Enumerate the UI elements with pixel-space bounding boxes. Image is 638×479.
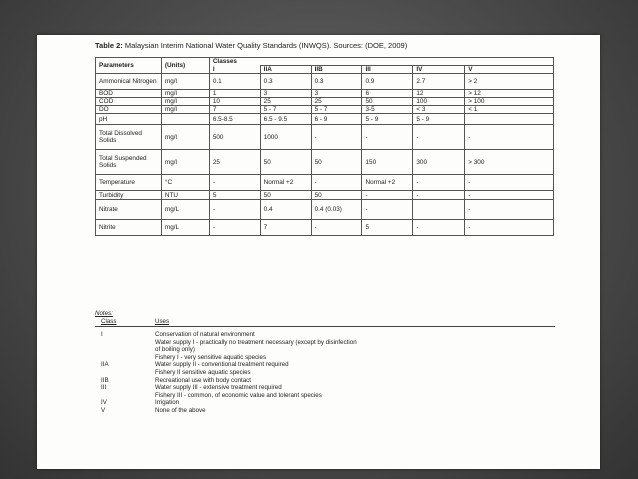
- class-value-cell: -: [413, 220, 465, 236]
- notes-row: [95, 407, 555, 415]
- class-value-cell: 150: [362, 150, 413, 175]
- notes-use: Fishery III - common, of economic value and tolerant species: [155, 391, 322, 399]
- class-value-cell: 25: [260, 98, 311, 106]
- table-row: [96, 125, 554, 150]
- class-value-cell: Normal +2: [260, 175, 311, 191]
- notes-class: III: [101, 384, 107, 392]
- notes-section: [95, 310, 555, 415]
- class-value-cell: 5: [209, 191, 260, 200]
- notes-use: Water supply II - conventional treatment required: [155, 361, 289, 369]
- table-row: [96, 90, 554, 98]
- class-value-cell: -: [465, 200, 554, 220]
- notes-row: [95, 377, 555, 385]
- header-class-col: IIA: [260, 66, 311, 74]
- class-value-cell: 50: [260, 191, 311, 200]
- table-row: [96, 74, 554, 90]
- table-row: [96, 220, 554, 236]
- document-page: [37, 35, 600, 469]
- notes-use: None of the above: [155, 406, 206, 414]
- table-row: [96, 175, 554, 191]
- notes-class: IV: [101, 399, 107, 407]
- class-value-cell: 0.3: [311, 74, 362, 90]
- class-value-cell: -: [413, 125, 465, 150]
- header-units: (Units): [161, 58, 209, 74]
- notes-class: I: [101, 331, 103, 338]
- class-value-cell: 1000: [260, 125, 311, 150]
- class-value-cell: 3: [311, 90, 362, 98]
- header-class-col: III: [362, 66, 413, 74]
- notes-use: Water supply III - extensive treatment required: [155, 384, 282, 392]
- unit-cell: mg/l: [161, 98, 209, 106]
- class-value-cell: 7: [209, 106, 260, 114]
- class-value-cell: 500: [209, 125, 260, 150]
- class-value-cell: Normal +2: [362, 175, 413, 191]
- class-value-cell: -: [413, 175, 465, 191]
- notes-header: [95, 318, 555, 327]
- header-class-col: V: [465, 66, 554, 74]
- param-cell: Turbidity: [96, 191, 162, 200]
- class-value-cell: -: [209, 220, 260, 236]
- water-quality-table: [95, 57, 554, 236]
- class-value-cell: 25: [209, 150, 260, 175]
- class-value-cell: 1: [209, 90, 260, 98]
- notes-class: IIA: [101, 361, 109, 369]
- class-value-cell: 6.5 - 9.5: [260, 114, 311, 125]
- class-value-cell: 50: [311, 150, 362, 175]
- class-value-cell: -: [465, 175, 554, 191]
- table-title-text: Malaysian Interim National Water Quality Standards (INWQS). Sources: (DOE, 2009): [122, 41, 408, 50]
- class-value-cell: 6 - 9: [311, 114, 362, 125]
- notes-use: of boiling only): [155, 346, 195, 354]
- class-value-cell: > 2: [465, 74, 554, 90]
- notes-use: Recreational use with body contact: [155, 376, 251, 384]
- unit-cell: [161, 114, 209, 125]
- unit-cell: mg/l: [161, 150, 209, 175]
- param-cell: Nitrite: [96, 220, 162, 236]
- notes-row: [95, 354, 555, 362]
- unit-cell: mg/L: [161, 200, 209, 220]
- class-value-cell: -: [465, 125, 554, 150]
- class-value-cell: 50: [311, 191, 362, 200]
- header-class-col: IIB: [311, 66, 362, 74]
- notes-label: Notes:: [95, 310, 113, 317]
- class-value-cell: 2.7: [413, 74, 465, 90]
- header-class-col: I: [209, 66, 260, 74]
- notes-row: [95, 399, 555, 407]
- unit-cell: mg/l: [161, 74, 209, 90]
- table-row: [96, 150, 554, 175]
- class-value-cell: [465, 114, 554, 125]
- class-value-cell: < 1: [465, 106, 554, 114]
- notes-use: Irrigation: [155, 399, 180, 407]
- class-value-cell: 7: [260, 220, 311, 236]
- class-value-cell: 0.4 (0.03): [311, 200, 362, 220]
- class-value-cell: 0.1: [209, 74, 260, 90]
- notes-uses-header: Uses: [155, 318, 170, 325]
- class-value-cell: > 100: [465, 98, 554, 106]
- class-value-cell: > 12: [465, 90, 554, 98]
- header-class-col: IV: [413, 66, 465, 74]
- notes-row: [95, 392, 555, 400]
- param-cell: Total Dissolved Solids: [96, 125, 162, 150]
- class-value-cell: -: [413, 191, 465, 200]
- table-row: [96, 106, 554, 114]
- param-cell: COD: [96, 98, 162, 106]
- notes-row: [95, 346, 555, 354]
- class-value-cell: -: [311, 125, 362, 150]
- notes-use: Fishery I - very sensitive aquatic species: [155, 353, 267, 361]
- notes-use: Water supply I - practically no treatment necessary (except by disinfection: [155, 338, 357, 346]
- class-value-cell: -: [209, 200, 260, 220]
- notes-list: [95, 331, 555, 415]
- class-value-cell: 0.9: [362, 74, 413, 90]
- class-value-cell: -: [362, 125, 413, 150]
- notes-row: [95, 331, 555, 339]
- class-value-cell: 3: [260, 90, 311, 98]
- class-value-cell: 0.4: [260, 200, 311, 220]
- class-value-cell: -: [209, 175, 260, 191]
- class-value-cell: 5 - 9: [362, 114, 413, 125]
- table-row: [96, 191, 554, 200]
- class-value-cell: -: [311, 220, 362, 236]
- table-title: [95, 41, 407, 50]
- class-value-cell: 50: [260, 150, 311, 175]
- class-value-cell: -: [362, 191, 413, 200]
- notes-class-header: Class: [101, 318, 117, 325]
- notes-use: Fishery II sensitive aquatic species: [155, 368, 251, 376]
- notes-class: IIB: [101, 376, 109, 384]
- header-classes: Classes: [209, 58, 553, 66]
- notes-row: [95, 361, 555, 369]
- unit-cell: mg/l: [161, 125, 209, 150]
- notes-row: [95, 369, 555, 377]
- class-value-cell: 5 - 7: [311, 106, 362, 114]
- notes-row: [95, 384, 555, 392]
- notes-use: Conservation of natural environment: [155, 331, 255, 338]
- class-value-cell: < 3: [413, 106, 465, 114]
- class-value-cell: 10: [209, 98, 260, 106]
- header-parameters: Parameters: [96, 58, 162, 74]
- class-value-cell: 50: [362, 98, 413, 106]
- class-value-cell: -: [311, 175, 362, 191]
- param-cell: BOD: [96, 90, 162, 98]
- class-value-cell: -: [465, 220, 554, 236]
- unit-cell: mg/l: [161, 90, 209, 98]
- class-value-cell: 5 - 9: [413, 114, 465, 125]
- table-title-label: Table 2:: [95, 41, 123, 50]
- class-value-cell: 5 - 7: [260, 106, 311, 114]
- param-cell: pH: [96, 114, 162, 125]
- unit-cell: NTU: [161, 191, 209, 200]
- class-value-cell: -: [362, 200, 413, 220]
- notes-class: V: [101, 406, 106, 414]
- table-row: [96, 114, 554, 125]
- param-cell: Nitrate: [96, 200, 162, 220]
- class-value-cell: 3-5: [362, 106, 413, 114]
- table-body: [96, 74, 554, 236]
- table-row: [96, 98, 554, 106]
- param-cell: Ammonical Nitrogen: [96, 74, 162, 90]
- unit-cell: mg/l: [161, 106, 209, 114]
- notes-class: [95, 392, 155, 400]
- class-value-cell: 6: [362, 90, 413, 98]
- class-value-cell: 6.5-8.5: [209, 114, 260, 125]
- class-value-cell: [413, 200, 465, 220]
- notes-row: [95, 339, 555, 347]
- class-value-cell: 12: [413, 90, 465, 98]
- class-value-cell: 300: [413, 150, 465, 175]
- class-value-cell: 0.3: [260, 74, 311, 90]
- unit-cell: mg/L: [161, 220, 209, 236]
- param-cell: Temperature: [96, 175, 162, 191]
- param-cell: DO: [96, 106, 162, 114]
- param-cell: Total Suspended Solids: [96, 150, 162, 175]
- notes-class: [95, 339, 155, 347]
- class-value-cell: 5: [362, 220, 413, 236]
- notes-class: [95, 369, 155, 377]
- table-row: [96, 200, 554, 220]
- class-value-cell: -: [465, 191, 554, 200]
- unit-cell: °C: [161, 175, 209, 191]
- notes-class: [95, 354, 155, 362]
- notes-class: [95, 346, 155, 354]
- class-value-cell: > 300: [465, 150, 554, 175]
- class-value-cell: 25: [311, 98, 362, 106]
- class-value-cell: 100: [413, 98, 465, 106]
